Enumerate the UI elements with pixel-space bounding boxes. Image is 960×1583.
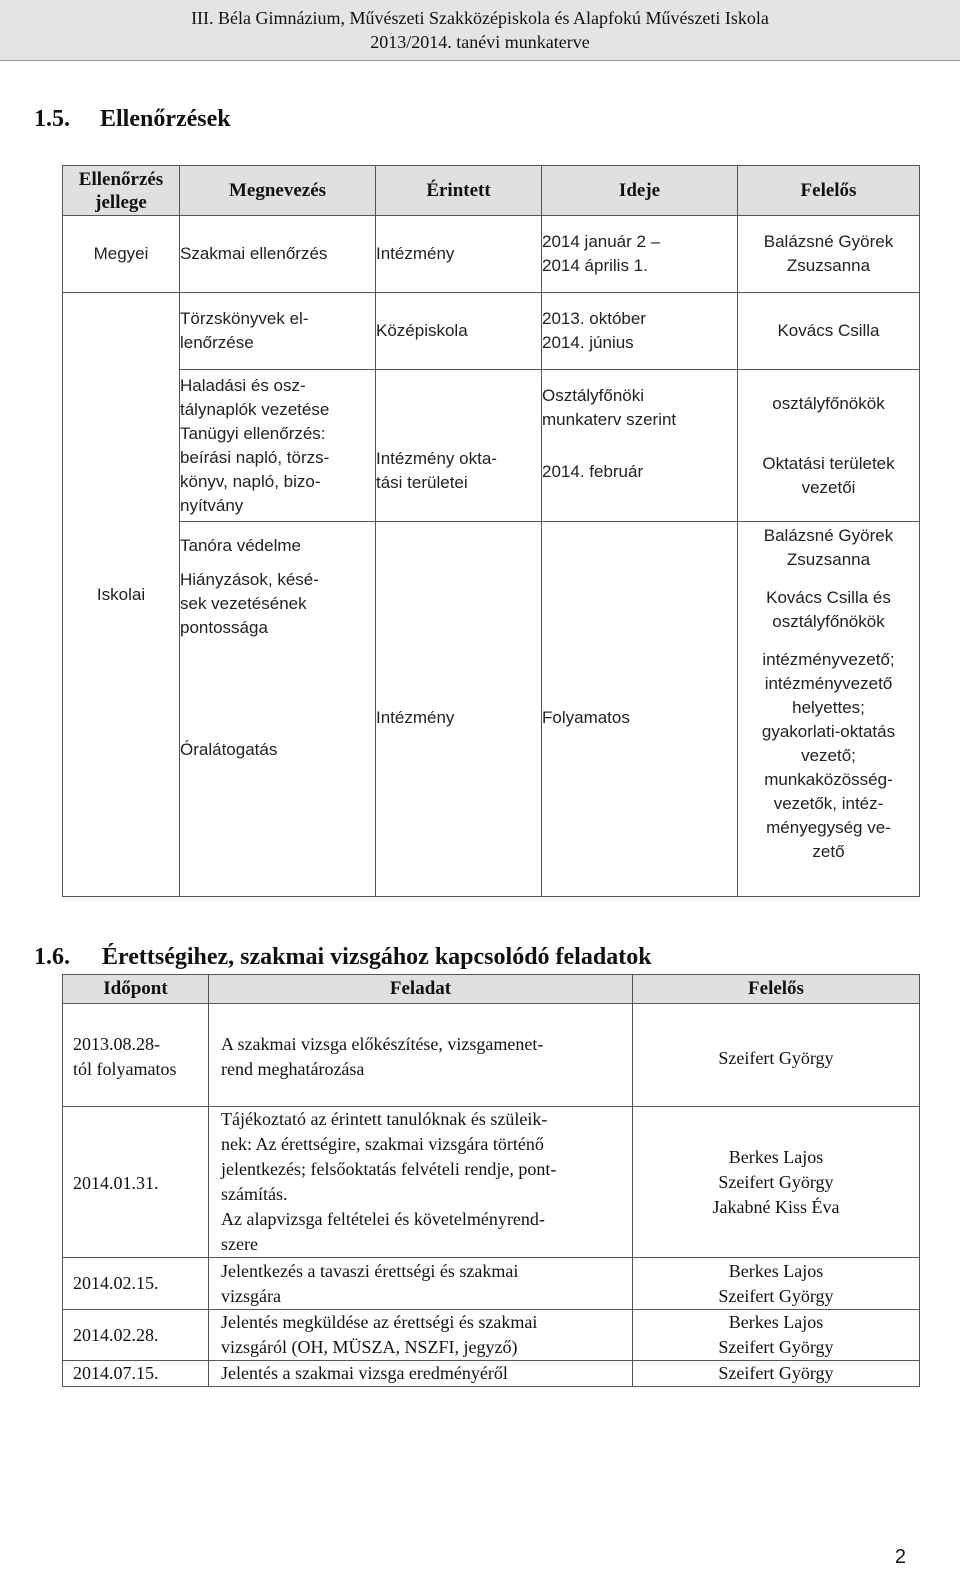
resp-line: intézményvezető; <box>762 650 895 669</box>
task-line: szere <box>221 1234 258 1254</box>
time-line: munkaterv szerint <box>542 409 677 429</box>
resp-line: osztályfőnökök <box>772 612 885 631</box>
resp-line: Zsuzsanna <box>786 256 871 275</box>
task-date: 2014.02.15. <box>63 1258 209 1310</box>
task-responsible <box>633 1310 920 1361</box>
task-responsible <box>633 1107 920 1258</box>
name-line: nyítvány <box>180 495 244 515</box>
task-line: számítás. <box>221 1184 288 1204</box>
control-time <box>542 370 738 522</box>
resp-line: gyakorlati-oktatás <box>761 722 896 741</box>
section-number: 1.5. <box>34 106 70 132</box>
table-row <box>63 293 920 370</box>
column-header: Ideje <box>542 166 738 216</box>
task-date: 2014.07.15. <box>63 1361 209 1387</box>
time-line: Osztályfőnöki <box>542 385 645 405</box>
time-line: 2014. február <box>542 461 644 481</box>
resp-line: osztályfőnökök <box>772 393 885 413</box>
section-title: Érettségihez, szakmai vizsgához kapcsolódó feladatok <box>102 944 652 970</box>
resp-line: ményegység ve- <box>766 818 891 837</box>
name-line: Tanóra védelme <box>180 536 301 555</box>
exam-tasks-table <box>62 974 920 1387</box>
task-line: Jelentés megküldése az érettségi és szakmai <box>221 1312 538 1332</box>
name-line: pontossága <box>180 618 268 637</box>
name-line: beírási napló, törzs- <box>180 447 330 467</box>
task-responsible <box>633 1258 920 1310</box>
table-header-row <box>63 975 920 1004</box>
name-line: tálynaplók vezetése <box>180 399 330 419</box>
task-line: rend meghatározása <box>221 1059 365 1079</box>
date-line: tól folyamatos <box>73 1059 177 1079</box>
affected: Intézmény <box>376 522 542 897</box>
task-description: Jelentés a szakmai vizsga eredményéről <box>209 1361 633 1387</box>
task-description <box>209 1107 633 1258</box>
resp-line: Berkes Lajos <box>728 1147 824 1167</box>
page-header <box>0 0 960 61</box>
task-line: nek: Az érettségire, szakmai vizsgára történő <box>221 1134 544 1154</box>
date-line: 2013.08.28- <box>73 1034 160 1054</box>
table-row <box>63 1361 920 1387</box>
task-line: A szakmai vizsga előkészítése, vizsgamenet- <box>221 1034 544 1054</box>
affected-line: Intézmény okta- <box>376 448 497 468</box>
task-line: Tájékoztató az érintett tanulóknak és szüleik- <box>221 1109 548 1129</box>
responsible <box>738 216 920 293</box>
resp-line: helyettes; <box>792 698 865 717</box>
affected: Középiskola <box>376 293 542 370</box>
column-header: Megnevezés <box>180 166 376 216</box>
task-description <box>209 1004 633 1107</box>
control-type: Megyei <box>63 216 180 293</box>
task-responsible: Szeifert György <box>633 1361 920 1387</box>
control-time: Folyamatos <box>542 522 738 897</box>
controls-table <box>62 165 920 897</box>
task-line: vizsgáról (OH, MÜSZA, NSZFI, jegyző) <box>221 1337 518 1357</box>
name-line: Tanügyi ellenőrzés: <box>180 423 326 443</box>
time-line: 2014 január 2 – <box>542 232 661 251</box>
control-name <box>180 293 376 370</box>
control-type: Iskolai <box>63 293 180 897</box>
resp-line: Szeifert György <box>718 1285 834 1306</box>
table-row <box>63 216 920 293</box>
responsible <box>738 522 920 897</box>
table-row <box>63 1004 920 1107</box>
resp-line: Szeifert György <box>718 1172 834 1192</box>
table-row <box>63 1107 920 1258</box>
task-line: jelentkezés; felsőoktatás felvételi rendje, pont- <box>221 1159 557 1179</box>
name-line: sek vezetésének <box>180 594 307 613</box>
task-line: Jelentkezés a tavaszi érettségi és szakmai <box>221 1260 519 1281</box>
section-heading-exams <box>34 944 652 971</box>
column-header: Feladat <box>209 975 633 1004</box>
responsible: Kovács Csilla <box>738 293 920 370</box>
column-header: Felelős <box>633 975 920 1004</box>
control-time <box>542 216 738 293</box>
task-description <box>209 1258 633 1310</box>
task-date: 2014.02.28. <box>63 1310 209 1361</box>
task-line: vizsgára <box>221 1285 281 1306</box>
resp-line: Berkes Lajos <box>728 1312 824 1332</box>
responsible <box>738 370 920 522</box>
name-line: Hiányzások, késé- <box>180 570 319 589</box>
resp-line: Zsuzsanna <box>786 550 871 569</box>
name-line: Óralátogatás <box>180 740 278 759</box>
table-header-row <box>63 166 920 216</box>
affected <box>376 370 542 522</box>
task-description <box>209 1310 633 1361</box>
column-header: Ellenőrzés jellege <box>63 166 180 216</box>
section-number: 1.6. <box>34 944 70 970</box>
resp-line: vezető; <box>801 746 856 765</box>
time-line: 2014 április 1. <box>542 256 648 275</box>
column-header: Érintett <box>376 166 542 216</box>
resp-line: zető <box>812 842 845 861</box>
affected: Intézmény <box>376 216 542 293</box>
table-row <box>63 1310 920 1361</box>
control-name: Szakmai ellenőrzés <box>180 216 376 293</box>
control-time <box>542 293 738 370</box>
column-header: Időpont <box>63 975 209 1004</box>
task-line: Az alapvizsga feltételei és követelményrend- <box>221 1209 545 1229</box>
resp-line: Oktatási területek <box>762 453 895 473</box>
resp-line: Kovács Csilla és <box>766 588 891 607</box>
affected-line: tási területei <box>376 472 468 492</box>
resp-line: munkaközösség- <box>764 770 893 789</box>
task-responsible: Szeifert György <box>633 1004 920 1107</box>
resp-line: Balázsné Györek <box>763 526 894 545</box>
task-date <box>63 1004 209 1107</box>
time-line: 2013. október <box>542 309 646 328</box>
table-row <box>63 1258 920 1310</box>
resp-line: Berkes Lajos <box>728 1260 824 1281</box>
control-name <box>180 370 376 522</box>
table-row <box>63 370 920 522</box>
header-school-name: III. Béla Gimnázium, Művészeti Szakközépiskola és Alapfokú Művészeti Iskola <box>191 8 769 28</box>
section-title: Ellenőrzések <box>100 106 231 132</box>
resp-line: Balázsné Györek <box>763 232 894 251</box>
control-name <box>180 522 376 897</box>
resp-line: vezetők, intéz- <box>773 794 884 813</box>
section-heading-controls <box>34 106 231 133</box>
header-plan-title: 2013/2014. tanévi munkaterve <box>370 32 590 52</box>
time-line: 2014. június <box>542 333 634 352</box>
table-row <box>63 522 920 897</box>
resp-line: Jakabné Kiss Éva <box>712 1197 840 1217</box>
page-number: 2 <box>894 1546 906 1568</box>
name-line: Haladási és osz- <box>180 375 306 395</box>
name-line: könyv, napló, bizo- <box>180 471 321 491</box>
name-line: lenőrzése <box>180 333 254 352</box>
name-line: Törzskönyvek el- <box>180 309 309 328</box>
task-date: 2014.01.31. <box>63 1107 209 1258</box>
column-header: Felelős <box>738 166 920 216</box>
resp-line: intézményvezető <box>764 674 893 693</box>
resp-line: Szeifert György <box>718 1337 834 1357</box>
resp-line: vezetői <box>801 477 856 497</box>
